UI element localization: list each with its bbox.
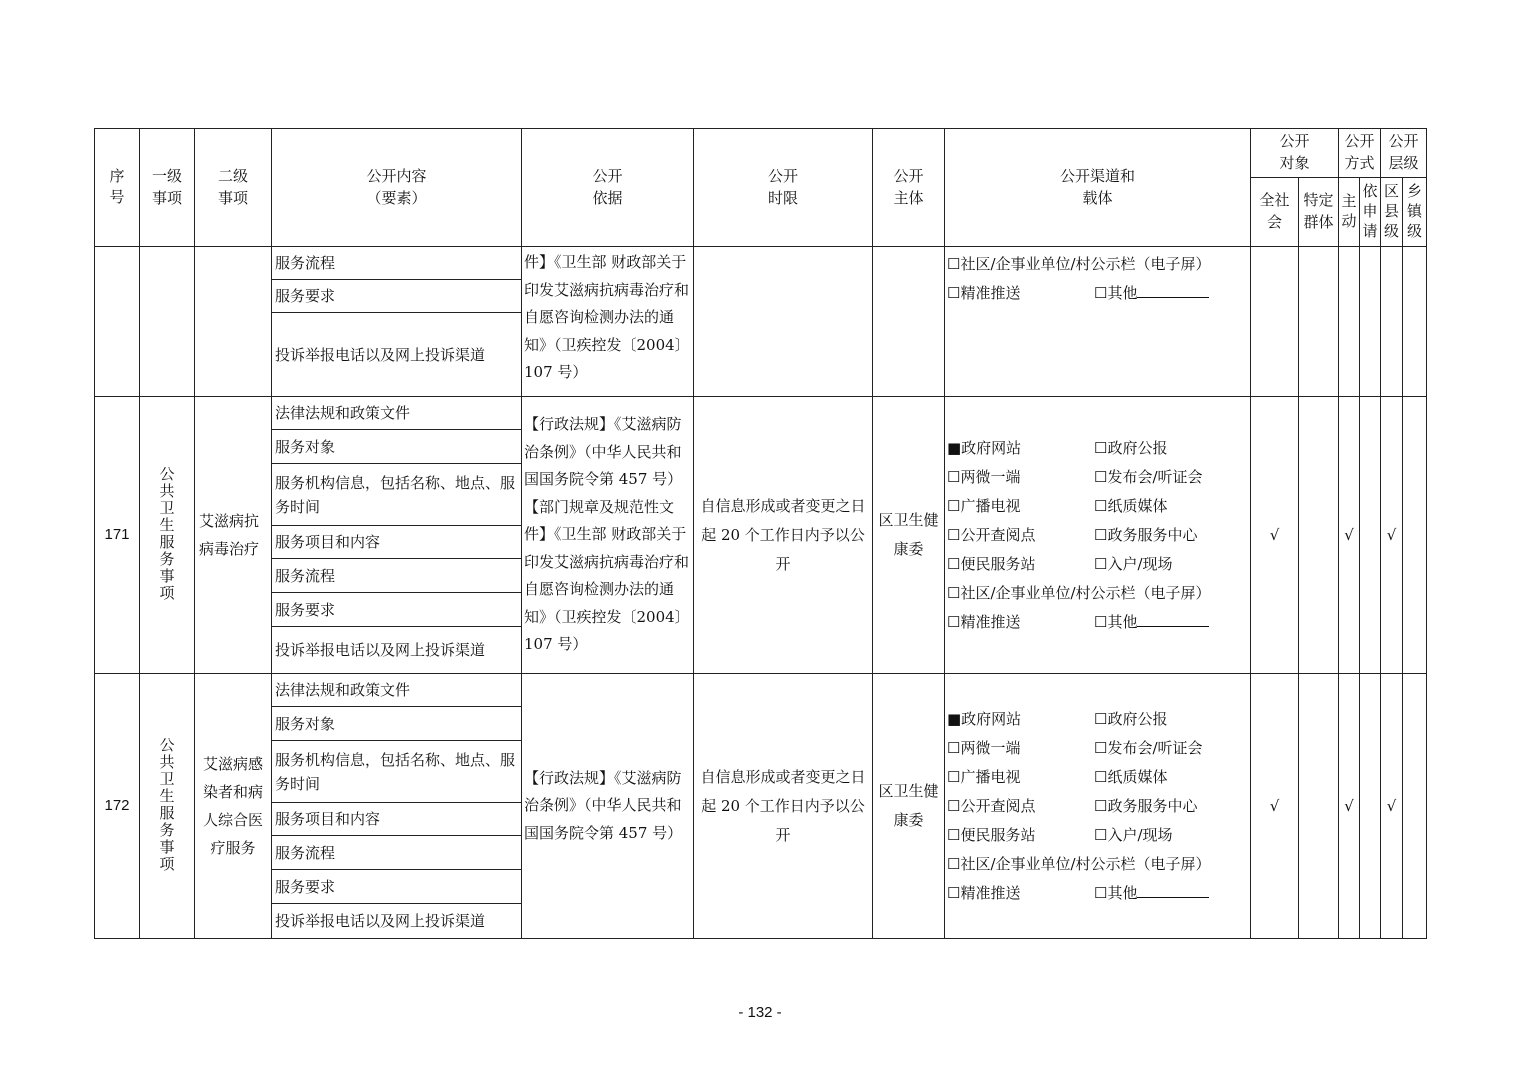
header-tier-town: 乡镇级 <box>1403 178 1427 247</box>
content-item: 服务项目和内容 <box>272 526 521 559</box>
cell-time-limit: 自信息形成或者变更之日起 20 个工作日内予以公开 <box>694 674 873 939</box>
header-row-1 <box>95 129 1427 178</box>
header-target-specific: 特定群体 <box>1299 178 1339 247</box>
cell-content <box>272 674 522 939</box>
cell-seq: 172 <box>95 674 140 939</box>
content-item: 投诉举报电话以及网上投诉渠道 <box>275 912 486 930</box>
cell-tier-district: √ <box>1381 397 1403 674</box>
cell-method-request <box>1360 674 1381 939</box>
cell-target-specific <box>1299 397 1339 674</box>
page-number: - 132 - <box>738 1004 782 1021</box>
channel-option: ☐社区/企事业单位/村公示栏（电子屏） <box>947 254 1211 273</box>
cell-basis: 【行政法规】《艾滋病防治条例》（中华人民共和国国务院令第 457 号）【部门规章及规范性文件】《卫生部 财政部关于印发艾滋病抗病毒治疗和自愿咨询检测办法的通知》（卫疾控发〔2004〕107 号） <box>522 397 694 674</box>
header-basis: 公开依据 <box>522 129 694 247</box>
channel-row <box>947 249 1250 278</box>
channel-option: ☐纸质媒体 <box>1094 497 1168 515</box>
cell-content <box>272 247 522 397</box>
channel-row <box>947 521 1250 550</box>
channel-row <box>947 608 1250 637</box>
channel-row <box>947 821 1250 850</box>
channel-option: ☐入户/现场 <box>1094 826 1173 844</box>
channel-row <box>947 705 1250 734</box>
cell-level2: 艾滋病感染者和病人综合医疗服务 <box>195 674 272 939</box>
content-item: 服务要求 <box>272 280 521 313</box>
cell-level1: 公共卫生服务事项 <box>140 674 195 939</box>
table-row <box>95 674 1427 939</box>
channel-option: ☐其他 <box>1094 882 1209 904</box>
header-target-all: 全社会 <box>1251 178 1299 247</box>
channel-option: ☐社区/企事业单位/村公示栏（电子屏） <box>947 584 1211 602</box>
cell-method-active: √ <box>1339 674 1360 939</box>
channel-option: ☐其他 <box>1094 611 1209 633</box>
cell-target-all: √ <box>1251 397 1299 674</box>
channel-row <box>947 763 1250 792</box>
header-tier-district: 区县级 <box>1381 178 1403 247</box>
cell-method-request <box>1360 397 1381 674</box>
cell-target-all: √ <box>1251 674 1299 939</box>
cell-basis: 【行政法规】《艾滋病防治条例》（中华人民共和国国务院令第 457 号） <box>522 674 694 939</box>
cell-time-limit: 自信息形成或者变更之日起 20 个工作日内予以公开 <box>694 397 873 674</box>
channel-option: ☐入户/现场 <box>1094 555 1173 573</box>
channel-option: ☐精准推送 <box>947 884 1021 902</box>
channel-option: ☐广播电视 <box>947 497 1021 515</box>
content-item: 法律法规和政策文件 <box>272 397 521 430</box>
cell-basis: 件】《卫生部 财政部关于印发艾滋病抗病毒治疗和自愿咨询检测办法的通知》（卫疾控发〔2004〕107 号） <box>522 247 694 397</box>
channel-option: ☐纸质媒体 <box>1094 768 1168 786</box>
cell-content <box>272 397 522 674</box>
channel-option: ☐其他 <box>1094 282 1209 304</box>
cell-method-active: √ <box>1339 397 1360 674</box>
cell-seq: 171 <box>95 397 140 674</box>
header-tier: 公开层级 <box>1381 129 1427 178</box>
header-target: 公开对象 <box>1251 129 1339 178</box>
header-method-active: 主动 <box>1339 178 1360 247</box>
content-item: 法律法规和政策文件 <box>272 674 521 707</box>
cell-seq <box>95 247 140 397</box>
content-item: 服务流程 <box>272 247 521 280</box>
channel-row <box>947 792 1250 821</box>
cell-time-limit <box>694 247 873 397</box>
channel-option: ☐公开查阅点 <box>947 797 1036 815</box>
header-subject: 公开主体 <box>873 129 945 247</box>
cell-method-request <box>1360 247 1381 397</box>
cell-subject: 区卫生健康委 <box>873 674 945 939</box>
cell-level2: 艾滋病抗病毒治疗 <box>195 397 272 674</box>
channel-option: ☐政府公报 <box>1094 439 1168 457</box>
channel-option: ■政府网站 <box>947 710 1022 728</box>
channel-row <box>947 463 1250 492</box>
table-row <box>95 397 1427 674</box>
content-item: 服务对象 <box>272 430 521 464</box>
cell-target-all <box>1251 247 1299 397</box>
channel-option: ☐广播电视 <box>947 768 1021 786</box>
cell-subject: 区卫生健康委 <box>873 397 945 674</box>
header-level2: 二级事项 <box>195 129 272 247</box>
content-item: 服务流程 <box>272 836 521 870</box>
content-item: 服务要求 <box>272 593 521 627</box>
channel-row <box>947 850 1250 879</box>
cell-channels <box>945 397 1251 674</box>
cell-level1 <box>140 247 195 397</box>
table-row <box>95 247 1427 397</box>
cell-level2 <box>195 247 272 397</box>
content-item: 服务流程 <box>272 559 521 593</box>
header-method: 公开方式 <box>1339 129 1381 178</box>
content-item: 投诉举报电话以及网上投诉渠道 <box>275 345 486 364</box>
cell-channels <box>945 674 1251 939</box>
channel-row <box>947 434 1250 463</box>
cell-tier-town <box>1403 397 1427 674</box>
channel-option: ☐政务服务中心 <box>1094 797 1198 815</box>
channel-row <box>947 579 1250 608</box>
channel-option: ☐精准推送 <box>947 283 1021 302</box>
channel-option: ☐两微一端 <box>947 739 1021 757</box>
cell-target-specific <box>1299 674 1339 939</box>
content-item: 服务对象 <box>272 707 521 741</box>
channel-option: ☐发布会/听证会 <box>1094 739 1203 757</box>
content-item: 服务机构信息，包括名称、地点、服务时间 <box>272 741 521 803</box>
content-item: 服务项目和内容 <box>272 803 521 836</box>
header-content: 公开内容 （要素） <box>272 129 522 247</box>
header-channel: 公开渠道和载体 <box>945 129 1251 247</box>
channel-row <box>947 278 1250 307</box>
channel-option: ☐发布会/听证会 <box>1094 468 1203 486</box>
channel-option: ☐政务服务中心 <box>1094 526 1198 544</box>
cell-tier-district <box>1381 247 1403 397</box>
header-method-request: 依申请 <box>1360 178 1381 247</box>
content-item: 服务要求 <box>272 870 521 904</box>
header-time-limit: 公开时限 <box>694 129 873 247</box>
channel-option: ☐便民服务站 <box>947 555 1036 573</box>
disclosure-table <box>94 128 1427 939</box>
channel-row <box>947 734 1250 763</box>
channel-option: ☐便民服务站 <box>947 826 1036 844</box>
channel-option: ☐社区/企事业单位/村公示栏（电子屏） <box>947 855 1211 873</box>
cell-subject <box>873 247 945 397</box>
channel-row <box>947 550 1250 579</box>
channel-option: ☐两微一端 <box>947 468 1021 486</box>
channel-option: ☐精准推送 <box>947 613 1021 631</box>
header-level1: 一级事项 <box>140 129 195 247</box>
cell-tier-district: √ <box>1381 674 1403 939</box>
cell-target-specific <box>1299 247 1339 397</box>
content-item: 投诉举报电话以及网上投诉渠道 <box>275 641 486 659</box>
cell-channels <box>945 247 1251 397</box>
cell-tier-town <box>1403 674 1427 939</box>
channel-option: ■政府网站 <box>947 439 1022 457</box>
cell-tier-town <box>1403 247 1427 397</box>
channel-row <box>947 879 1250 908</box>
channel-row <box>947 492 1250 521</box>
header-seq: 序号 <box>95 129 140 247</box>
channel-option: ☐政府公报 <box>1094 710 1168 728</box>
cell-method-active <box>1339 247 1360 397</box>
channel-option: ☐公开查阅点 <box>947 526 1036 544</box>
cell-level1: 公共卫生服务事项 <box>140 397 195 674</box>
content-item: 服务机构信息，包括名称、地点、服务时间 <box>272 464 521 526</box>
